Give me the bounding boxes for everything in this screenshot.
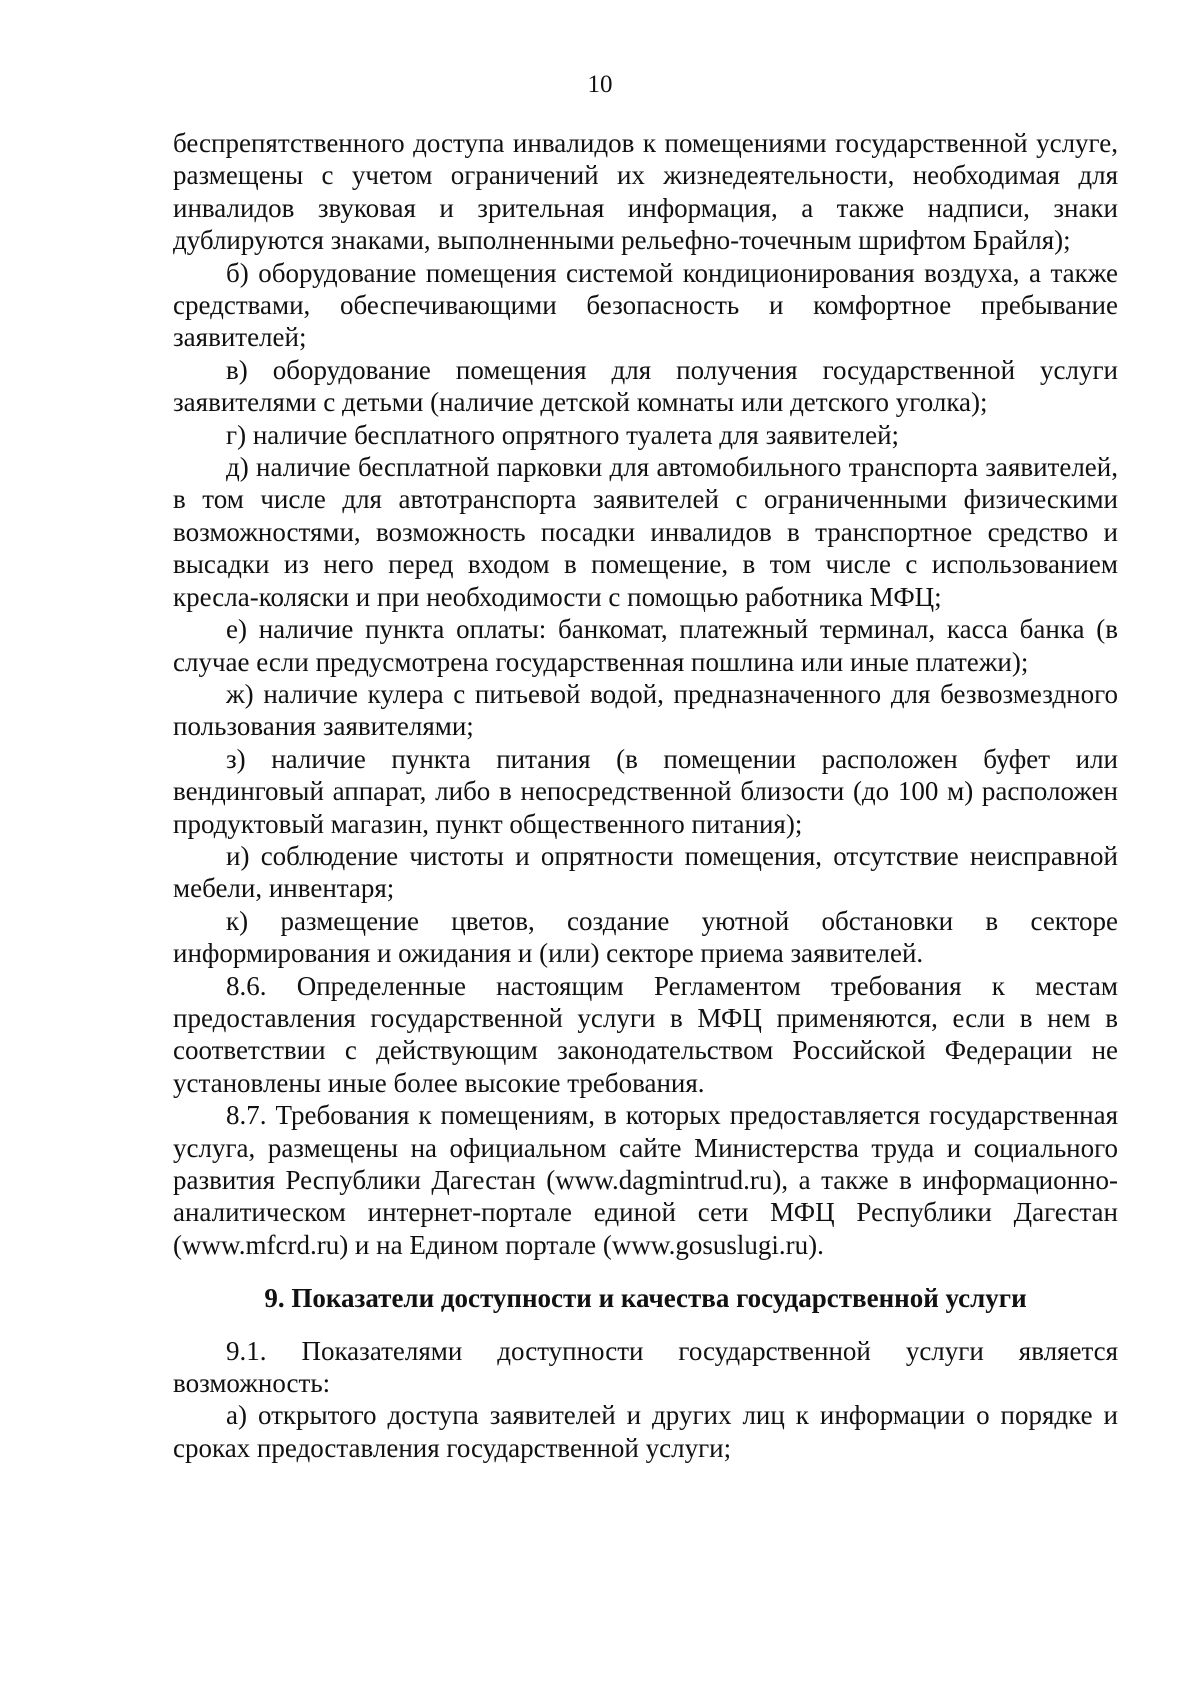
paragraph-item-e: е) наличие пункта оплаты: банкомат, платежный терминал, касса банка (в случае если предусмотрена государственная пошлина или иные платежи); [173,614,1118,677]
paragraph-continuation: беспрепятственного доступа инвалидов к помещениями государственной услуге, размещены с учетом ограничений их жизнедеятельности, необходимая для инвалидов звуковая и зрительная информация, а также надписи, знаки дублируются знаками, выполненными рельефно-точечным шрифтом Брайля); [173,128,1118,256]
paragraph-item-g: г) наличие бесплатного опрятного туалета для заявителей; [226,419,900,450]
document-body [173,127,1118,1464]
paragraph-item-k: к) размещение цветов, создание уютной обстановки в секторе информирования и ожидания и (или) секторе приема заявителей. [173,905,1118,969]
paragraph-9-1: 9.1. Показателями доступности государственной услуги является возможность: [173,1335,1118,1399]
paragraph-item-b: б) оборудование помещения системой кондиционирования воздуха, а также средствами, обеспечивающими безопасность и комфортное пребывание заявителей; [173,257,1118,353]
paragraph-8-7: 8.7. Требования к помещениям, в которых предоставляется государственная услуга, размещены на официальном сайте Министерства труда и социального развития Республики Дагестан (www.dagmintrud.ru), а также в информационно-аналитическом интернет-портале единой сети МФЦ Республики Дагестан (www.mfcrd.ru) и на Едином портале (www.gosuslugi.ru). [173,1100,1118,1260]
paragraph-9-1-item-a: а) открытого доступа заявителей и других лиц к информации о порядке и сроках предоставления государственной услуги; [173,1400,1118,1463]
paragraph-8-6: 8.6. Определенные настоящим Регламентом требования к местам предоставления государственной услуги в МФЦ применяются, если в нем в соответствии с действующим законодательством Российской Федерации не установлены иные более высокие требования. [173,970,1118,1098]
paragraph-item-zh: ж) наличие кулера с питьевой водой, предназначенного для безвозмездного пользования заявителями; [173,678,1118,742]
section-9-heading: 9. Показатели доступности и качества государственной услуги [264,1283,1027,1314]
paragraph-item-v: в) оборудование помещения для получения государственной услуги заявителями с детьми (наличие детской комнаты или детского уголка); [173,354,1118,418]
paragraph-item-i: и) соблюдение чистоты и опрятности помещения, отсутствие неисправной мебели, инвентаря; [173,840,1118,904]
paragraph-item-d: д) наличие бесплатной парковки для автомобильного транспорта заявителей, в том числе для автотранспорта заявителей с ограниченными физическими возможностями, возможность посадки инвалидов в транспортное средство и высадки из него перед входом в помещение, в том числе с использованием кресла-коляски и при необходимости с помощью работника МФЦ; [173,452,1118,612]
paragraph-item-z: з) наличие пункта питания (в помещении расположен буфет или вендинговый аппарат, либо в непосредственной близости (до 100 м) расположен продуктовый магазин, пункт общественного питания); [173,743,1118,839]
page-number: 10 [587,71,613,98]
